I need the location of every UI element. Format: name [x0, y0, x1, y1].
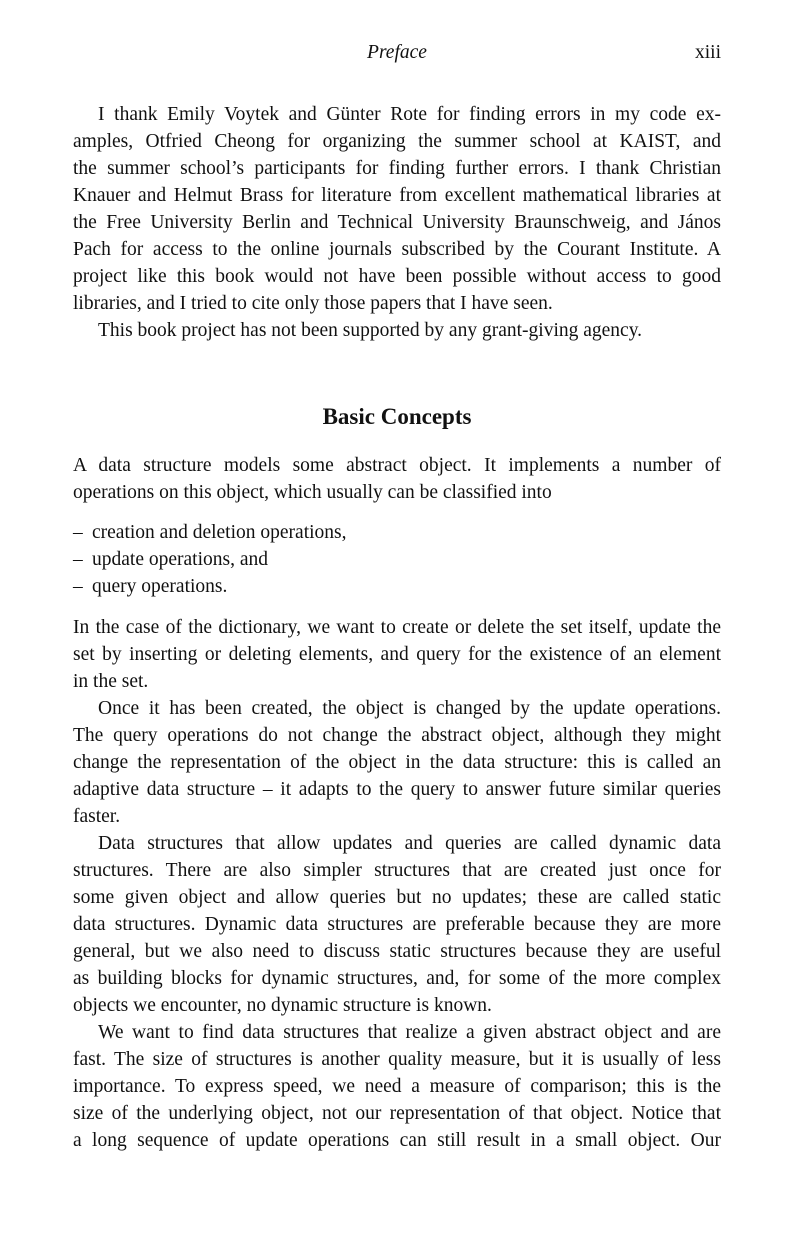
list-item-text: update operations, and	[92, 549, 268, 570]
text-line: In the case of the dictionary, we want to create or delete the set itself, update the	[73, 617, 721, 638]
list-dash: –	[73, 576, 83, 597]
text-line: as building blocks for dynamic structures, and, for some of the more complex	[73, 968, 721, 989]
text-line: the Free University Berlin and Technical University Braunschweig, and János	[73, 212, 721, 233]
preface-paragraph-acknowledgements	[73, 101, 721, 344]
text-line: set by inserting or deleting elements, and query for the existence of an element	[73, 644, 721, 665]
text-line: size of the underlying object, not our representation of that object. Notice that	[73, 1103, 721, 1124]
text-line: structures. There are also simpler structures that are created just once for	[73, 860, 721, 881]
text-line: in the set.	[73, 671, 149, 692]
list-dash: –	[73, 549, 83, 570]
text-line: importance. To express speed, we need a measure of comparison; this is the	[73, 1076, 721, 1097]
text-line: amples, Otfried Cheong for organizing the summer school at KAIST, and	[73, 131, 721, 152]
body-text	[73, 614, 721, 1154]
running-title: Preface	[367, 42, 427, 63]
list-item-text: query operations.	[92, 576, 228, 597]
text-line: Data structures that allow updates and queries are called dynamic data	[98, 833, 721, 854]
list-item-text: creation and deletion operations,	[92, 522, 347, 543]
list-item	[73, 546, 721, 573]
section-heading: Basic Concepts	[322, 404, 472, 429]
section-intro-paragraph	[73, 452, 721, 506]
text-line: fast. The size of structures is another quality measure, but it is usually of less	[73, 1049, 721, 1070]
text-line: Pach for access to the online journals subscribed by the Courant Institute. A	[73, 239, 721, 260]
running-head	[73, 42, 721, 66]
list-item	[73, 573, 721, 600]
text-line: adaptive data structure – it adapts to the query to answer future similar queries	[73, 779, 721, 800]
text-line: data structures. Dynamic data structures are preferable because they are more	[73, 914, 721, 935]
text-line: project like this book would not have been possible without access to good	[73, 266, 721, 287]
text-line: Knauer and Helmut Brass for literature from excellent mathematical libraries at	[73, 185, 721, 206]
text-line: faster.	[73, 806, 121, 827]
list-dash: –	[73, 522, 83, 543]
text-line: libraries, and I tried to cite only those papers that I have seen.	[73, 293, 553, 314]
page-number: xiii	[694, 42, 721, 63]
text-line: general, but we also need to discuss static structures because they are useful	[73, 941, 721, 962]
text-line: operations on this object, which usually can be classified into	[73, 482, 552, 503]
text-line: We want to find data structures that realize a given abstract object and are	[98, 1022, 721, 1043]
text-line: change the representation of the object in the data structure: this is called an	[73, 752, 721, 773]
text-line: a long sequence of update operations can still result in a small object. Our	[73, 1130, 721, 1151]
text-line: This book project has not been supported by any grant-giving agency.	[98, 320, 643, 341]
text-line: objects we encounter, no dynamic structure is known.	[73, 995, 492, 1016]
list-item	[73, 519, 721, 546]
text-line: The query operations do not change the abstract object, although they might	[73, 725, 721, 746]
operations-list	[73, 519, 721, 600]
text-line: the summer school’s participants for finding further errors. I thank Christian	[73, 158, 721, 179]
text-line: some given object and allow queries but no updates; these are called static	[73, 887, 721, 908]
text-line: I thank Emily Voytek and Günter Rote for finding errors in my code ex-	[98, 104, 721, 125]
text-line: A data structure models some abstract object. It implements a number of	[73, 455, 721, 476]
text-line: Once it has been created, the object is changed by the update operations.	[98, 698, 721, 719]
